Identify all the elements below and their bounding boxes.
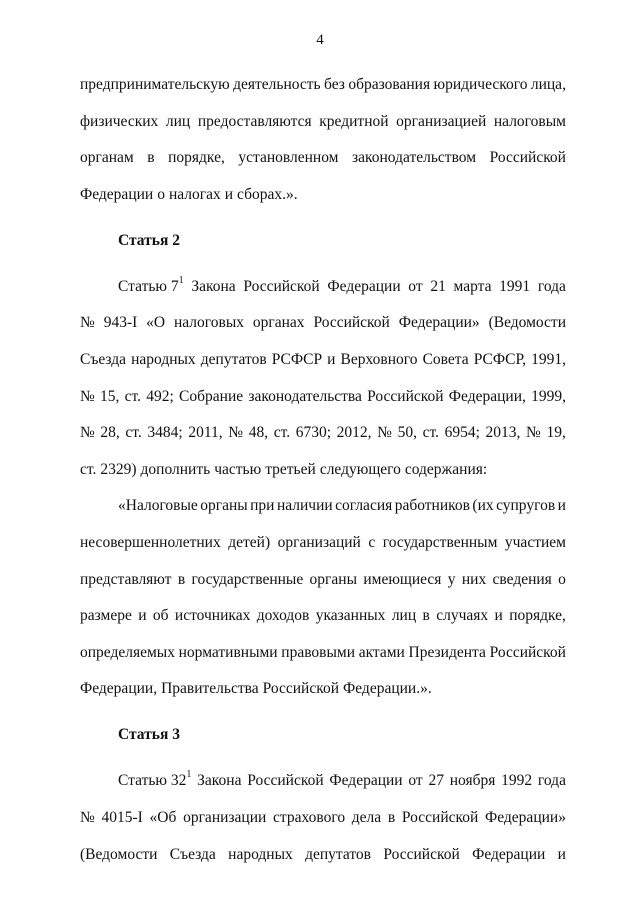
- word: источниках: [174, 607, 251, 625]
- word: Российской: [262, 680, 340, 698]
- article-3-heading: Статья 3: [118, 726, 180, 744]
- word: №: [80, 808, 95, 826]
- word: Правительства: [161, 680, 259, 698]
- word: предпринимательскую: [80, 76, 230, 93]
- text-line: [80, 844, 566, 881]
- word: без: [324, 76, 345, 93]
- word: Закона: [197, 772, 242, 790]
- word: 1991: [499, 277, 531, 295]
- word: дела: [351, 808, 382, 826]
- word: имеющиеся: [363, 570, 442, 588]
- word: сведения: [492, 570, 552, 588]
- word: 2011,: [188, 424, 223, 442]
- word: указанных: [315, 607, 386, 625]
- quote-line: [80, 495, 566, 532]
- word: организацией: [396, 112, 487, 130]
- word: 28,: [100, 424, 120, 442]
- word: в: [147, 149, 155, 167]
- word: участием: [504, 533, 566, 551]
- article-3-intro-text: [118, 770, 566, 807]
- word: 27: [428, 772, 444, 790]
- word: в: [387, 808, 396, 826]
- word: Российской: [367, 387, 444, 405]
- word: и: [557, 845, 566, 863]
- word: 2013,: [485, 424, 521, 442]
- article-2-intro-first-line: [80, 276, 566, 313]
- word: порядке,: [168, 149, 225, 167]
- word: наличии: [276, 497, 333, 515]
- text-line: [80, 111, 566, 148]
- word: доходов: [256, 607, 310, 625]
- word: налоговых: [174, 314, 244, 332]
- word: образования: [348, 76, 431, 93]
- word: (Ведомости: [488, 314, 566, 332]
- word: года: [537, 772, 566, 790]
- word: 492;: [146, 387, 174, 405]
- word: физических: [80, 112, 159, 130]
- word: народных: [131, 350, 196, 368]
- word: 19,: [546, 424, 566, 442]
- word: сборах.».: [237, 185, 298, 203]
- text-line: [80, 386, 566, 423]
- word: «О: [146, 314, 166, 332]
- word: ст.: [124, 387, 142, 405]
- word: законодательством: [352, 149, 477, 167]
- word: государственные: [191, 570, 304, 588]
- word: 2329): [100, 460, 137, 478]
- word: кредитной: [319, 112, 389, 130]
- word: №: [80, 387, 95, 405]
- superscript: 1: [178, 274, 184, 286]
- text-line: [80, 349, 566, 386]
- word: частью: [214, 460, 262, 478]
- word: Федерации: [327, 277, 401, 295]
- word: страхового: [273, 808, 346, 826]
- word: Российской: [401, 808, 479, 826]
- word: правовыми: [281, 643, 356, 661]
- word: актами: [358, 643, 405, 661]
- word: 1999,: [531, 387, 566, 405]
- word: 6730;: [295, 424, 332, 442]
- word: от: [408, 277, 423, 295]
- word: «Об: [149, 808, 177, 826]
- word: Федерации»: [485, 808, 566, 826]
- word: определяемых: [80, 643, 175, 661]
- word: №: [228, 424, 244, 442]
- word: органах: [252, 314, 305, 332]
- word: 6954;: [444, 424, 480, 442]
- text-line-last: [80, 459, 566, 496]
- word: 3484;: [147, 424, 183, 442]
- word: ст.: [125, 424, 142, 442]
- word: налоговым: [493, 112, 566, 130]
- word: в: [422, 607, 430, 625]
- word: Российской: [489, 643, 566, 661]
- word: народных: [228, 845, 293, 863]
- word: с: [368, 533, 376, 551]
- word: предоставляются: [197, 112, 312, 130]
- word: (Ведомости: [80, 845, 158, 863]
- word: Федерации: [329, 772, 403, 790]
- text-line: [80, 74, 566, 111]
- word: организации: [183, 808, 267, 826]
- word: и: [494, 607, 503, 625]
- word: 21: [430, 277, 446, 295]
- word: детей): [228, 533, 271, 551]
- word: от: [408, 772, 423, 790]
- word: лица,: [530, 76, 566, 93]
- superscript: 1: [186, 769, 192, 781]
- word: ноября: [449, 772, 496, 790]
- word: них: [461, 570, 487, 588]
- word: лиц: [391, 607, 417, 625]
- word: порядке,: [509, 607, 566, 625]
- word: государственным: [382, 533, 498, 551]
- quote-line: [80, 532, 566, 569]
- article-2-intro-text: [118, 276, 566, 313]
- word: Федерации,: [448, 387, 526, 405]
- quote-line: [80, 605, 566, 642]
- word: депутатов: [305, 845, 371, 863]
- word: 4015-I: [101, 808, 143, 826]
- word: Совета: [422, 350, 469, 368]
- word: Съезда: [80, 350, 127, 368]
- text-line: [80, 807, 566, 844]
- word: установленном: [238, 149, 339, 167]
- word: Российской: [243, 277, 320, 295]
- word: 50,: [397, 424, 417, 442]
- article-3-intro-first-line: [80, 770, 566, 807]
- word: 1992: [501, 772, 533, 790]
- word: Федерации: [80, 185, 154, 203]
- word: представляют: [80, 570, 172, 588]
- word: ст.: [273, 424, 291, 442]
- word: законодательства: [248, 387, 362, 405]
- word: №: [80, 314, 95, 332]
- word: содержания:: [404, 460, 488, 478]
- word: Российской: [313, 314, 390, 332]
- word: о: [157, 185, 165, 203]
- word: организаций: [277, 533, 361, 551]
- word: работников: [394, 497, 470, 515]
- page-number: 4: [316, 32, 324, 48]
- word: «Налоговые: [118, 497, 198, 515]
- word: нормативными: [178, 643, 278, 661]
- word: 1991,: [531, 350, 566, 368]
- word: об: [152, 607, 169, 625]
- word: супругов: [496, 497, 556, 515]
- word: налогах: [168, 185, 221, 203]
- word: лиц: [165, 112, 191, 130]
- quote-line: [80, 569, 566, 606]
- text-line: [80, 312, 566, 349]
- word: и: [327, 350, 336, 368]
- word: органам: [80, 149, 134, 167]
- word: юридического: [433, 76, 528, 93]
- word: Верховного: [340, 350, 418, 368]
- word: Президента: [408, 643, 486, 661]
- word: и: [224, 185, 234, 203]
- text-line: [80, 422, 566, 459]
- word: Федерации»: [398, 314, 480, 332]
- text-line: [80, 147, 566, 184]
- word: Статью $32^1$: [118, 769, 192, 790]
- word: РСФСР,: [473, 350, 527, 368]
- word: дополнить: [140, 460, 211, 478]
- word: Российской: [247, 772, 324, 790]
- word: о: [558, 570, 566, 588]
- word: органы: [200, 497, 248, 515]
- word: Съезда: [169, 845, 216, 863]
- word: органы: [309, 570, 357, 588]
- word: 943-I: [103, 314, 138, 332]
- quote-line: [80, 642, 566, 679]
- word: ст.: [422, 424, 439, 442]
- article-2-heading: Статья 2: [118, 231, 180, 249]
- word: Федерации: [472, 845, 546, 863]
- text-line-last: [80, 184, 566, 230]
- word: несовершеннолетних: [80, 533, 221, 551]
- word: и: [557, 497, 566, 515]
- word: №: [526, 424, 541, 442]
- word: Собрание: [179, 387, 244, 405]
- word: №: [80, 424, 95, 442]
- word: размере: [80, 607, 132, 625]
- word: согласия: [335, 497, 393, 515]
- word: депутатов: [200, 350, 267, 368]
- word: Статью $7^1$: [118, 274, 184, 295]
- word: Федерации.».: [343, 680, 432, 698]
- word: Российской: [383, 845, 460, 863]
- word: Закона: [191, 277, 236, 295]
- word: случаях: [436, 607, 489, 625]
- word: ст.: [80, 460, 97, 478]
- word: РСФСР: [271, 350, 323, 368]
- word: в: [177, 570, 186, 588]
- word: 48,: [248, 424, 269, 442]
- word: третьей: [265, 460, 316, 478]
- word: при: [250, 497, 275, 515]
- word: Российской: [489, 149, 566, 167]
- quote-line-last: [80, 678, 566, 724]
- word: и: [138, 607, 147, 625]
- document-body: [80, 74, 566, 880]
- word: №: [377, 424, 392, 442]
- word: года: [537, 277, 566, 295]
- word: у: [447, 570, 456, 588]
- word: (их: [472, 497, 494, 515]
- word: следующего: [319, 460, 401, 478]
- word: деятельность: [233, 76, 321, 93]
- word: Федерации,: [80, 680, 158, 698]
- word: 2012,: [336, 424, 372, 442]
- word: марта: [453, 277, 492, 295]
- word: 15,: [100, 387, 120, 405]
